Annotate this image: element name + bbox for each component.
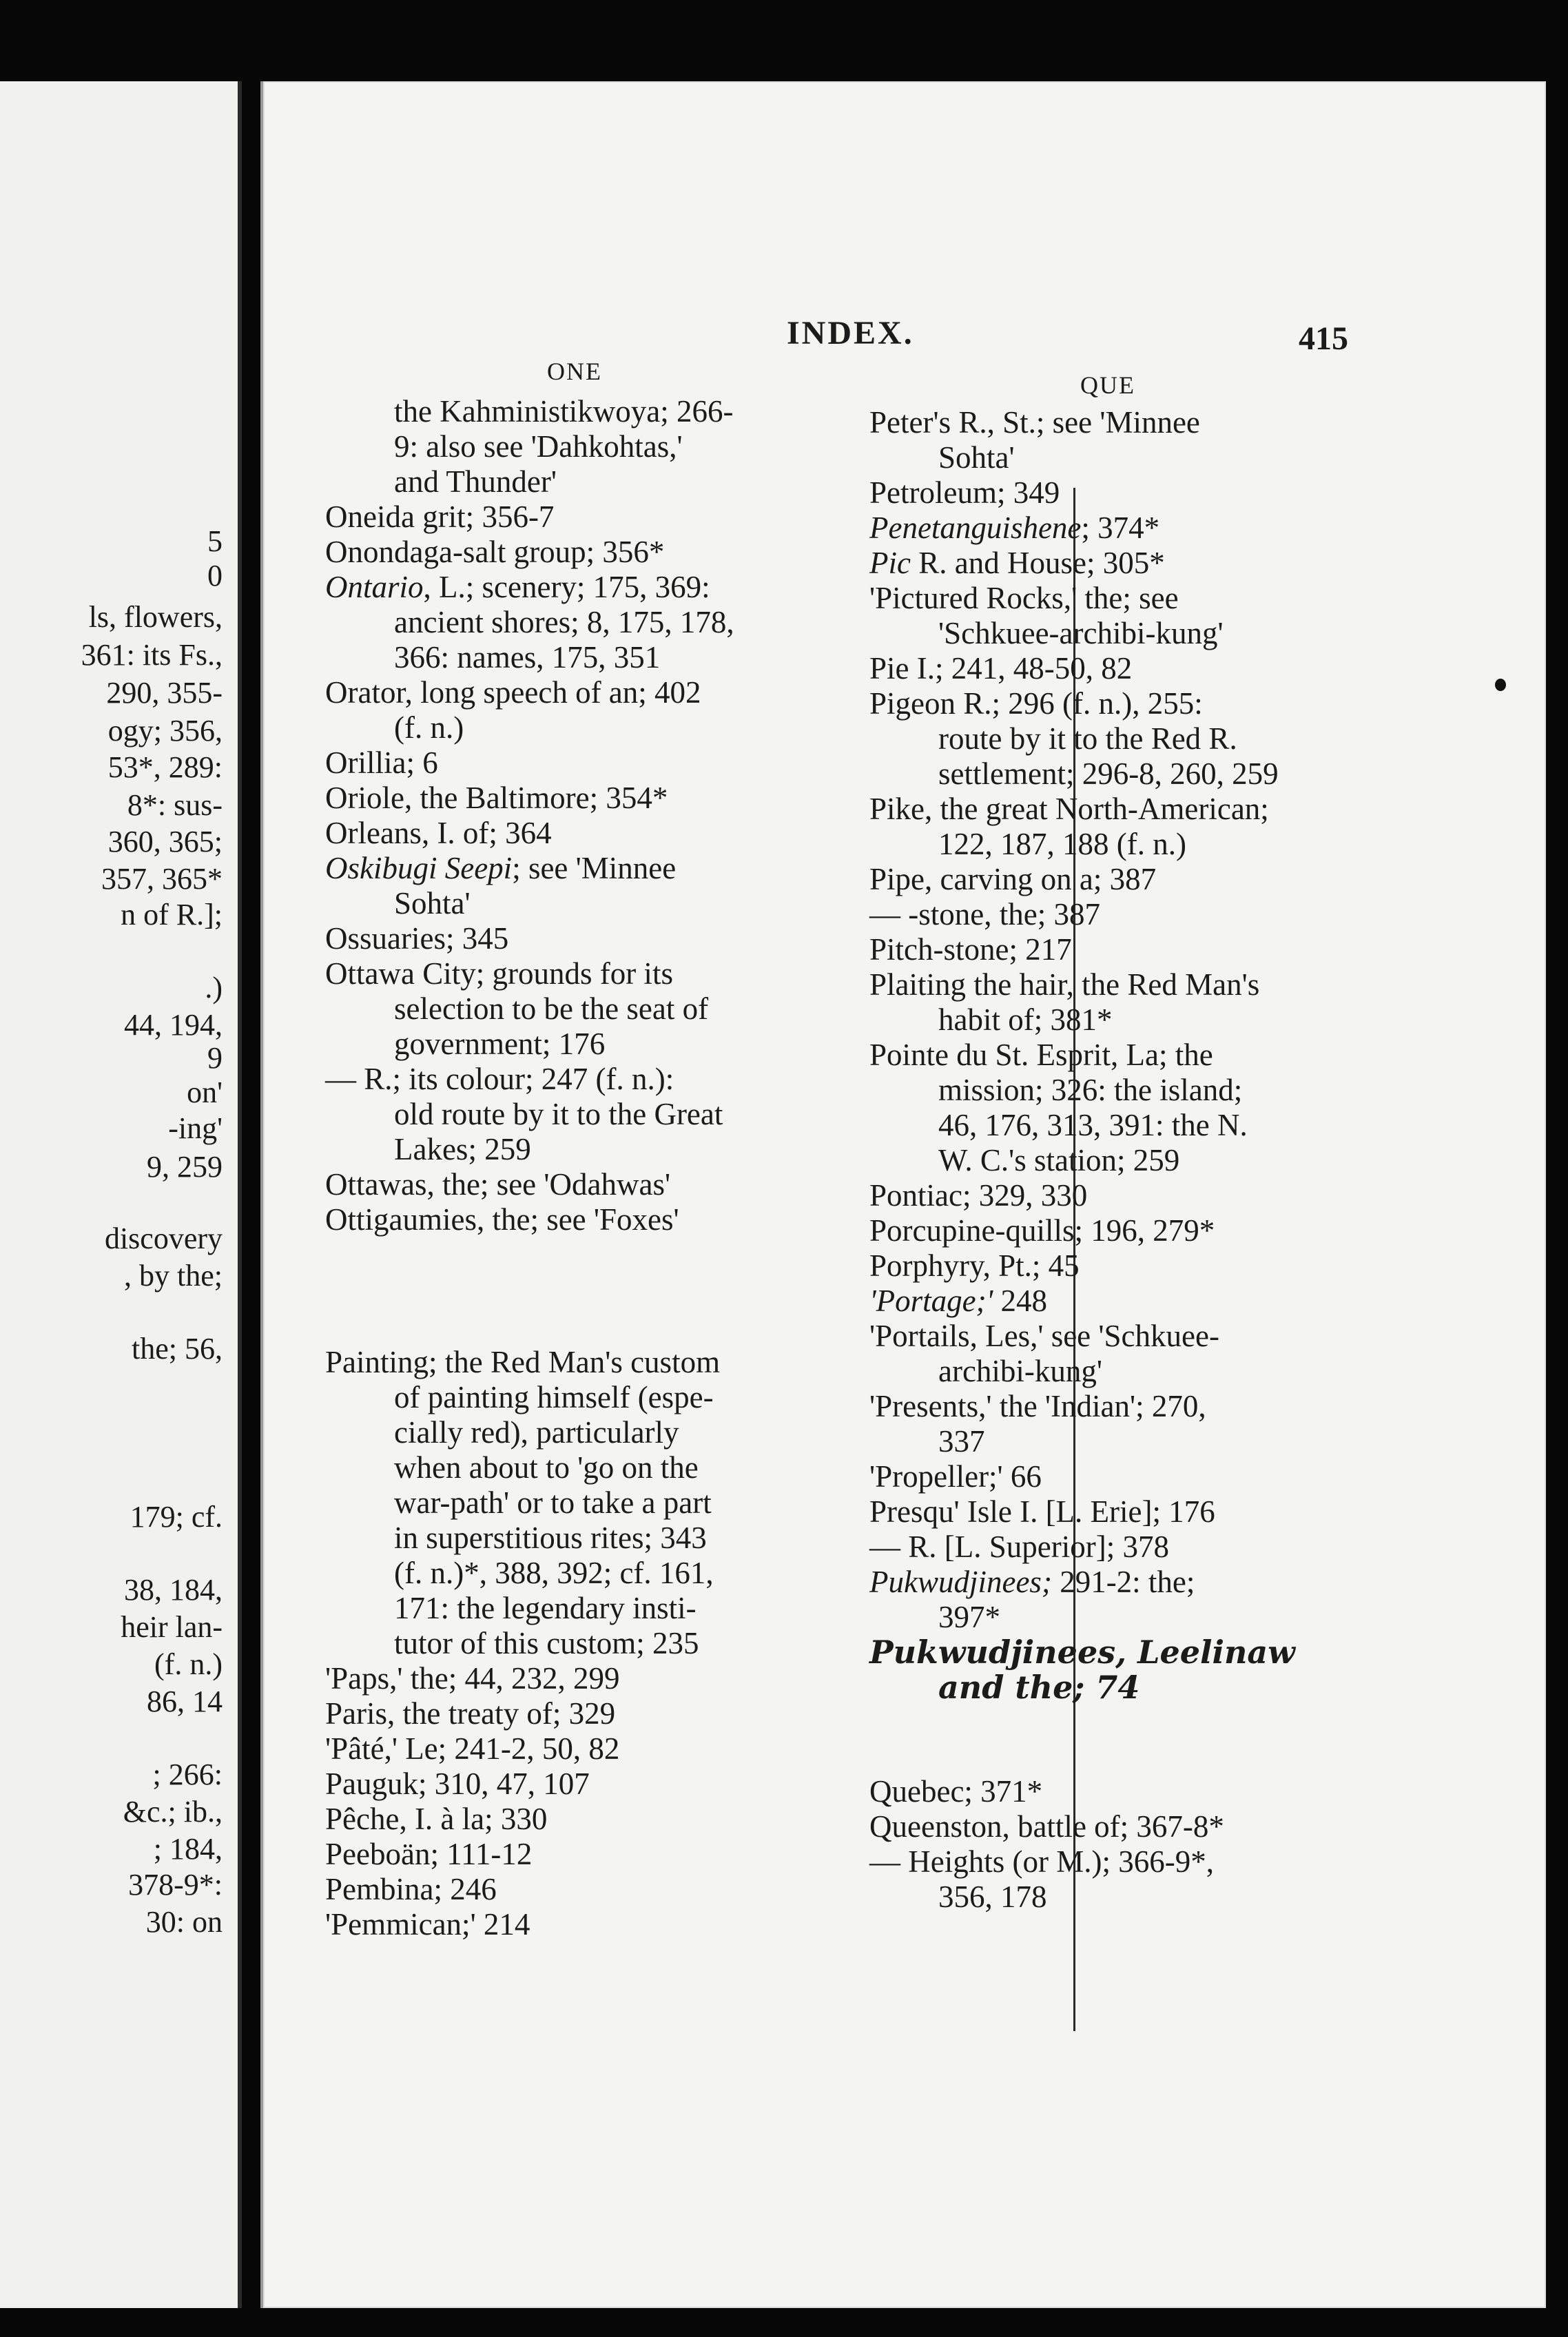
italic-term: Penetanguishene [869, 511, 1082, 545]
index-entry-continuation: selection to be the seat of [394, 991, 709, 1026]
left-page-text-fragment: 360, 365; [107, 825, 223, 858]
index-entry-continuation: ancient shores; 8, 175, 178, [394, 605, 734, 639]
left-page-text-fragment: 0 [207, 559, 223, 593]
index-entry-continuation: 171: the legendary insti- [394, 1591, 697, 1625]
left-page-text-fragment: 86, 14 [147, 1685, 223, 1718]
index-entry-head: Oneida grit; 356-7 [325, 500, 555, 534]
index-entry [869, 1530, 1558, 1565]
index-entry [869, 1178, 1558, 1213]
left-page-text-fragment: , by the; [124, 1259, 223, 1293]
left-page-text-fragment: ls, flowers, [88, 600, 223, 634]
entry-gap [869, 1705, 1558, 1774]
index-entry-continuation: in superstitious rites; 343 [394, 1521, 707, 1555]
index-entry [869, 932, 1558, 967]
index-entry [869, 475, 1558, 511]
index-entry-head: 'Portails, Les,' see 'Schkuee- [869, 1319, 1219, 1353]
index-entry-head: Quebec; 371* [869, 1774, 1043, 1809]
index-entry-head: Oskibugi Seepi; see 'Minnee [325, 851, 677, 885]
page-number: 415 [1299, 320, 1348, 357]
index-entry-continuation: habit of; 381* [938, 1002, 1113, 1037]
index-entry-head: Orator, long speech of an; 402 [325, 675, 701, 710]
index-entry-head: — R. [L. Superior]; 378 [869, 1530, 1169, 1564]
left-page-text-fragment: the; 56, [132, 1332, 223, 1366]
column-key-left: ONE [547, 358, 602, 385]
index-entry-head: Plaiting the hair, the Red Man's [869, 967, 1260, 1002]
index-entry [869, 1248, 1558, 1284]
index-entry [869, 405, 1558, 475]
index-entry [869, 967, 1558, 1038]
index-entry [869, 1635, 1558, 1705]
index-entry-head: — R.; its colour; 247 (f. n.): [325, 1062, 674, 1096]
index-entry-continuation: and Thunder' [394, 464, 557, 499]
index-entry-head: Pike, the great North-American; [869, 792, 1269, 826]
index-entry-continuation: 'Schkuee-archibi-kung' [938, 616, 1224, 650]
index-entry-continuation: when about to 'go on the [394, 1450, 699, 1485]
left-page-text-fragment: 179; cf. [130, 1500, 223, 1534]
index-entry-continuation: W. C.'s station; 259 [938, 1143, 1180, 1177]
index-entry-head: 'Propeller;' 66 [869, 1459, 1042, 1494]
index-entry [869, 1213, 1558, 1248]
index-entry-head: Peeboän; 111-12 [325, 1837, 533, 1871]
left-page-text-fragment: 53*, 289: [107, 750, 223, 784]
ink-spot [1495, 679, 1506, 691]
index-entry-continuation: 122, 187, 188 (f. n.) [938, 827, 1186, 861]
left-page-text-fragment: 378-9*: [128, 1868, 223, 1902]
index-entry-head: Pipe, carving on a; 387 [869, 862, 1157, 896]
index-entry-head: Pie I.; 241, 48-50, 82 [869, 651, 1133, 686]
index-entry-continuation: (f. n.) [394, 710, 464, 745]
index-entry-head: Ossuaries; 345 [325, 921, 509, 956]
index-entry-continuation: (f. n.)*, 388, 392; cf. 161, [394, 1556, 714, 1590]
index-entry-continuation: route by it to the Red R. [938, 721, 1237, 756]
index-entry-continuation: 366: names, 175, 351 [394, 640, 661, 675]
index-entry-continuation: 356, 178 [938, 1880, 1047, 1914]
left-page-text-fragment: 357, 365* [101, 862, 223, 896]
left-page-text-fragment: ; 184, [153, 1832, 223, 1866]
index-entry-continuation: Sohta' [394, 886, 471, 920]
index-entry [869, 897, 1558, 932]
index-entry-head: — Heights (or M.); 366-9*, [869, 1844, 1214, 1879]
index-entry-head: 'Pâté,' Le; 241-2, 50, 82 [325, 1731, 620, 1766]
index-entry-head: Pukwudjinees, Leelinaw [869, 1634, 1295, 1671]
left-page-text-fragment: &c.; ib., [123, 1795, 223, 1829]
index-entry [869, 1494, 1558, 1530]
index-entry [869, 686, 1558, 792]
index-entry-head: Pêche, I. à la; 330 [325, 1802, 548, 1836]
index-entry [869, 511, 1558, 546]
index-entry-continuation: 397* [938, 1600, 1000, 1634]
index-entry-head: Pigeon R.; 296 (f. n.), 255: [869, 686, 1203, 721]
index-entry-head: Ottawa City; grounds for its [325, 956, 673, 991]
index-entry [869, 651, 1558, 686]
index-entry-head: 'Paps,' the; 44, 232, 299 [325, 1661, 620, 1696]
left-page-text-fragment: 9 [207, 1041, 223, 1075]
index-entry-continuation: mission; 326: the island; [938, 1073, 1243, 1107]
left-page-text-fragment: on' [187, 1075, 223, 1109]
index-entry-head: Paris, the treaty of; 329 [325, 1696, 616, 1731]
index-entry-continuation: Sohta' [938, 440, 1015, 475]
left-page-text-fragment: (f. n.) [154, 1647, 223, 1681]
index-entry-head: Pauguk; 310, 47, 107 [325, 1767, 590, 1801]
index-entry-head: 'Presents,' the 'Indian'; 270, [869, 1389, 1206, 1423]
index-entry [869, 792, 1558, 862]
left-page-text-fragment: .) [205, 971, 223, 1005]
index-entry-head: Orillia; 6 [325, 745, 438, 780]
index-entry-head: Ontario, L.; scenery; 175, 369: [325, 570, 710, 604]
index-entry-continuation: Lakes; 259 [394, 1132, 531, 1166]
index-entry [869, 862, 1558, 897]
index-entry-head: Pitch-stone; 217 [869, 932, 1072, 967]
index-entry-head: Ottawas, the; see 'Odahwas' [325, 1167, 671, 1202]
left-page-text-fragment: ogy; 356, [107, 714, 223, 748]
index-entry-head: Oriole, the Baltimore; 354* [325, 781, 668, 815]
index-entry-head: Queenston, battle of; 367-8* [869, 1809, 1224, 1844]
index-entry [869, 546, 1558, 581]
index-entry-head: Porcupine-quills; 196, 279* [869, 1213, 1215, 1248]
index-entry-head: Onondaga-salt group; 356* [325, 535, 665, 569]
index-page [260, 81, 1546, 2308]
index-entry-continuation: old route by it to the Great [394, 1097, 723, 1131]
index-entry-head: Pointe du St. Esprit, La; the [869, 1038, 1213, 1072]
index-entry-head: — -stone, the; 387 [869, 897, 1100, 931]
index-entry-head: the Kahministikwoya; 266- [394, 394, 734, 429]
left-page-text-fragment: 38, 184, [124, 1573, 223, 1607]
page-title: INDEX. [787, 315, 914, 351]
italic-term: 'Portage;' [869, 1284, 993, 1318]
index-entry-continuation: government; 176 [394, 1027, 606, 1061]
index-entry-continuation: 337 [938, 1424, 985, 1459]
left-page-text-fragment: -ing' [168, 1111, 223, 1145]
index-entry-head: 'Pictured Rocks,' the; see [869, 581, 1179, 615]
index-entry-head: Penetanguishene; 374* [869, 511, 1160, 545]
italic-term: Pukwudjinees; [869, 1565, 1052, 1599]
left-page-text-fragment: 8*: sus- [127, 788, 223, 822]
index-entry-head: 'Pemmican;' 214 [325, 1907, 530, 1942]
index-entry-continuation: cially red), particularly [394, 1415, 679, 1450]
index-entry [869, 1284, 1558, 1319]
index-entry-head: Petroleum; 349 [869, 475, 1060, 510]
left-page-text-fragment: 44, 194, [124, 1008, 223, 1042]
index-entry-continuation: of painting himself (espe- [394, 1380, 714, 1414]
index-entry [869, 1319, 1558, 1389]
index-entry [869, 1565, 1558, 1635]
index-entry-continuation: and the; 74 [938, 1669, 1140, 1706]
index-entry-continuation: archibi-kung' [938, 1354, 1103, 1388]
index-entry [869, 1844, 1558, 1915]
column-key-right: QUE [1080, 371, 1135, 399]
index-entry-head: Pic R. and House; 305* [869, 546, 1165, 580]
left-page-text-fragment: 9, 259 [147, 1150, 223, 1184]
left-page-fragment [0, 81, 242, 2308]
left-page-text-fragment: 5 [207, 524, 223, 558]
index-entry-head: Painting; the Red Man's custom [325, 1345, 721, 1379]
index-entry-head: Pontiac; 329, 330 [869, 1178, 1088, 1213]
left-page-text-fragment: heir lan- [121, 1610, 223, 1644]
left-page-text-fragment: ; 266: [152, 1758, 223, 1791]
index-entry [869, 1774, 1558, 1809]
index-entry-head: Pembina; 246 [325, 1872, 497, 1906]
index-entry-head: Ottigaumies, the; see 'Foxes' [325, 1202, 679, 1237]
index-entry-continuation: 46, 176, 313, 391: the N. [938, 1108, 1248, 1142]
index-entry-continuation: war-path' or to take a part [394, 1485, 712, 1520]
index-entry-continuation: 9: also see 'Dahkohtas,' [394, 429, 683, 464]
left-page-text-fragment: discovery [104, 1222, 223, 1255]
left-page-text-fragment: n of R.]; [121, 898, 223, 931]
italic-term: Pic [869, 546, 911, 580]
italic-term: Ontario [325, 570, 424, 604]
index-entry-head: Porphyry, Pt.; 45 [869, 1248, 1080, 1283]
index-entry [869, 581, 1558, 651]
index-column-right [869, 405, 1558, 1915]
index-entry-head: Pukwudjinees; 291-2: the; [869, 1565, 1195, 1599]
left-page-text-fragment: 30: on [145, 1905, 223, 1939]
index-entry-head: 'Portage;' 248 [869, 1284, 1047, 1318]
index-entry-continuation: settlement; 296-8, 260, 259 [938, 756, 1279, 791]
index-entry [869, 1809, 1558, 1844]
left-page-text-fragment: 290, 355- [106, 676, 223, 710]
index-entry-head: Peter's R., St.; see 'Minnee [869, 405, 1200, 440]
index-entry-continuation: tutor of this custom; 235 [394, 1626, 699, 1660]
italic-term: Oskibugi Seepi [325, 851, 513, 885]
index-entry [869, 1038, 1558, 1178]
index-entry-head: Orleans, I. of; 364 [325, 816, 552, 850]
left-page-text-fragment: 361: its Fs., [81, 638, 223, 672]
index-entry [869, 1459, 1558, 1494]
index-entry [869, 1389, 1558, 1459]
index-entry-head: Presqu' Isle I. [L. Erie]; 176 [869, 1494, 1215, 1529]
